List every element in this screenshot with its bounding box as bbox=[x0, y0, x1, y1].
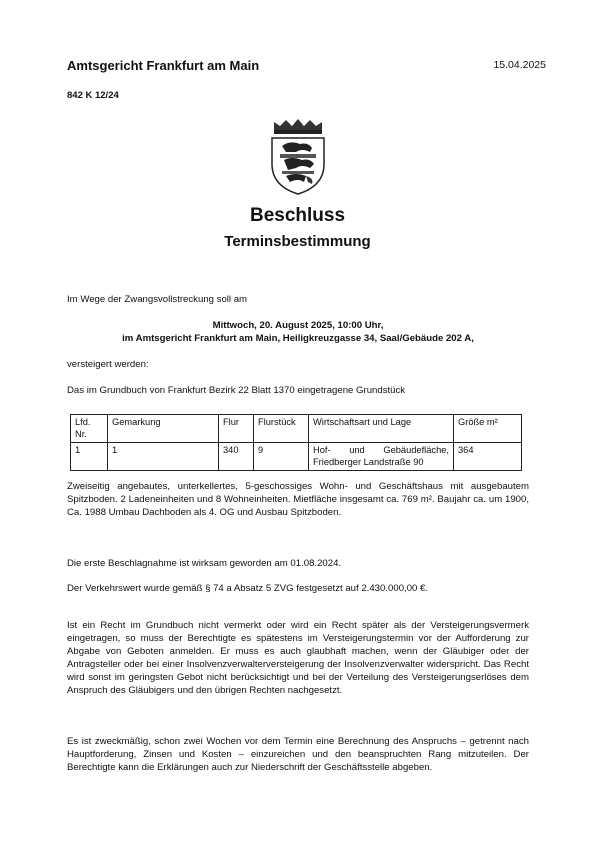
market-value-text: Der Verkehrswert wurde gemäß § 74 a Absatz 5 ZVG festgesetzt auf 2.430.000,00 €. bbox=[67, 583, 429, 594]
property-table bbox=[70, 414, 522, 471]
header-cell: Flur bbox=[219, 415, 254, 443]
header-cell: Gemarkung bbox=[108, 415, 219, 443]
termin-location: im Amtsgericht Frankfurt am Main, Heiligkreuzgasse 34, Saal/Gebäude 202 A, bbox=[122, 333, 474, 344]
table-row bbox=[71, 443, 522, 471]
header-cell: Größe m² bbox=[454, 415, 522, 443]
document-date: 15.04.2025 bbox=[493, 59, 546, 71]
header-cell: Flurstück bbox=[254, 415, 309, 443]
grundbuch-text: Das im Grundbuch von Frankfurt Bezirk 22 Blatt 1370 eingetragene Grundstück bbox=[67, 385, 406, 396]
hessen-coat-of-arms-icon bbox=[266, 118, 330, 196]
table-cell: 340 bbox=[219, 443, 254, 471]
case-number: 842 K 12/24 bbox=[67, 90, 119, 101]
notice-paragraph-2: Es ist zweckmäßig, schon zwei Wochen vor dem Termin eine Berechnung des Anspruchs – getrennt nach Hauptforderung, Zinsen und Kosten – einzureichen und den beanspruchten Rang mitzuteilen. Der Berechtigte kann die Erklärungen auch zur Niederschrift der Geschäftsstelle abgeben. bbox=[67, 736, 529, 773]
intro-text: Im Wege der Zwangsvollstreckung soll am bbox=[67, 294, 248, 305]
table-cell: 1 bbox=[71, 443, 108, 471]
table-cell: 364 bbox=[454, 443, 522, 471]
versteigert-text: versteigert werden: bbox=[67, 359, 149, 370]
table-cell: 9 bbox=[254, 443, 309, 471]
table-cell: 1 bbox=[108, 443, 219, 471]
court-name: Amtsgericht Frankfurt am Main bbox=[67, 58, 260, 73]
property-description: Zweiseitig angebautes, unterkellertes, 5-geschossiges Wohn- und Geschäftshaus mit ausgebautem Spitzboden. 2 Ladeneinheiten und 8 Wohneinheiten. Mietfläche insgesamt ca. 769 m². Baujahr ca. um 1900, Ca. 1988 Umbau Dachboden als 4. OG und Ausbau Spitzboden. bbox=[67, 481, 529, 518]
seizure-text: Die erste Beschlagnahme ist wirksam geworden am 01.08.2024. bbox=[67, 558, 342, 569]
notice-paragraph-1: Ist ein Recht im Grundbuch nicht vermerkt oder wird ein Recht später als der Versteigerungsvermerk eingetragen, so muss der Berechtigte es spätestens im Versteigerungstermin vor der Aufforderung zur Abgabe von Geboten anmelden. Er muss es auch glaubhaft machen, wenn der Gläubiger oder der Antragsteller oder bei einer Insolvenzverwalterversteigerung der Insolvenzverwalter widerspricht. Das Recht wird sonst im geringsten Gebot nicht berücksichtigt und bei der Verteilung des Versteigerungserlöses dem Anspruch des Gläubigers und den übrigen Rechten nachgesetzt. bbox=[67, 620, 529, 696]
document-title: Beschluss bbox=[249, 205, 346, 226]
table-cell: Hof- und Gebäudefläche, Friedberger Landstraße 90 bbox=[309, 443, 454, 471]
termin-date: Mittwoch, 20. August 2025, 10:00 Uhr, bbox=[212, 320, 384, 331]
document-subtitle: Terminsbestimmung bbox=[224, 233, 371, 250]
header-cell: Lfd. Nr. bbox=[71, 415, 108, 443]
table-header-row bbox=[71, 415, 522, 443]
header-cell: Wirtschaftsart und Lage bbox=[309, 415, 454, 443]
